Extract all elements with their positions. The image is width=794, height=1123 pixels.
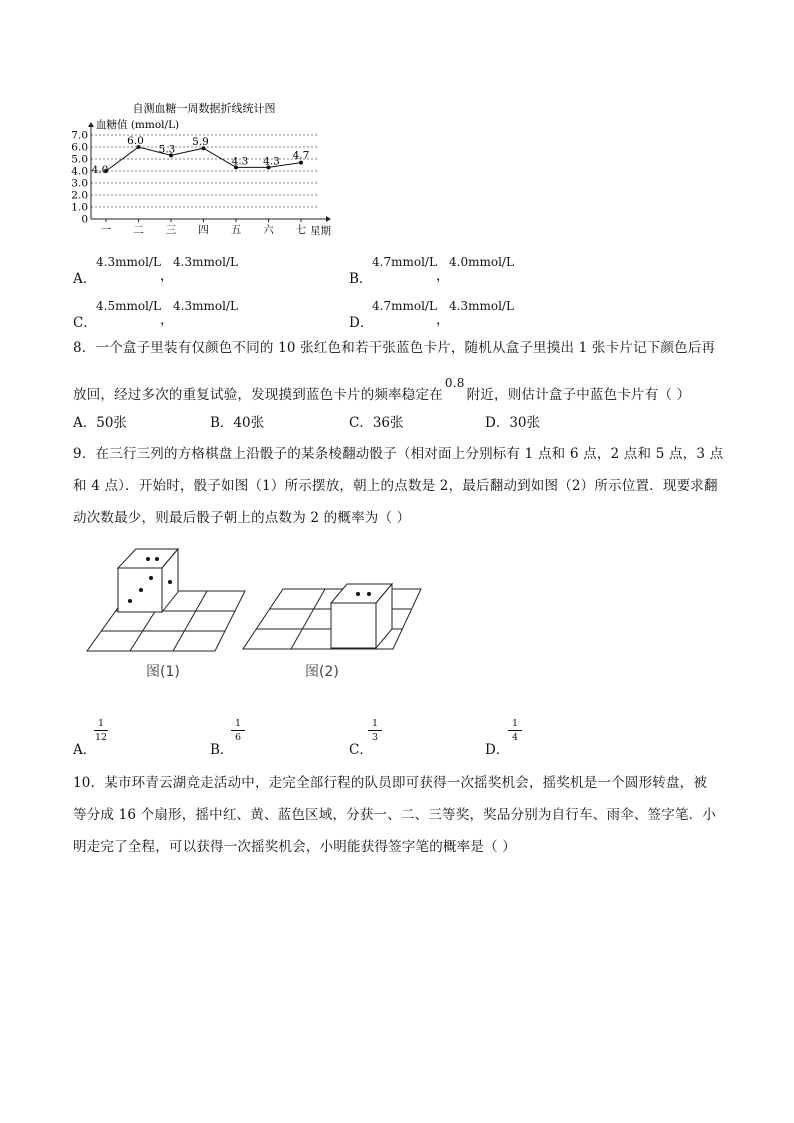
q8-text-line2-end: 附近，则估计盒子中蓝色卡片有（ ） xyxy=(466,387,691,403)
chart-y-tick-label: 0 xyxy=(81,213,88,226)
chart-x-tick-label: 五 xyxy=(230,224,242,236)
chart-y-tick-label: 4.0 xyxy=(71,165,88,178)
q9-option-a-fraction xyxy=(94,718,108,743)
q7-option-b-sep: ， xyxy=(436,268,450,284)
q9-text-line2: 和 4 点）．开始时，骰子如图（1）所示摆放，朝上的点数是 2，最后翻动到如图（2）所示位置．现要求翻 xyxy=(73,478,718,494)
figure-2-caption: 图(2) xyxy=(305,664,339,680)
q9-text-line1: 9．在三行三列的方格棋盘上沿骰子的某条棱翻动骰子（相对面上分别标有 1 点和 6 点，2 点和 5 点，3 点 xyxy=(73,446,724,462)
q7-option-a-value2: 4.3mmol/L xyxy=(173,255,238,269)
q9-text-line3: 动次数最少，则最后骰子朝上的点数为 2 的概率为（ ） xyxy=(73,510,411,526)
q9-option-c-label: C． xyxy=(349,742,373,758)
chart-y-axis-label: 血糖值 (mmol/L) xyxy=(96,119,180,131)
chart-title: 自测血糖一周数据折线统计图 xyxy=(132,102,276,115)
q9-option-b-denominator: 6 xyxy=(231,730,245,743)
chart-data-label: 4.0 xyxy=(91,164,109,176)
chart-x-tick-label: 六 xyxy=(263,224,274,236)
chart-data-label: 5.9 xyxy=(192,136,209,149)
q7-option-d-value1: 4.7mmol/L xyxy=(372,299,437,313)
q7-option-c-value1: 4.5mmol/L xyxy=(96,299,161,313)
q8-option-a: A．50张 xyxy=(73,415,127,431)
chart-y-tick-label: 3.0 xyxy=(71,177,88,190)
chart-data-label: 5.3 xyxy=(158,143,176,156)
q7-option-b-value2: 4.0mmol/L xyxy=(449,255,514,269)
chart-data-label: 4.3 xyxy=(263,155,280,168)
chart-series xyxy=(92,135,310,176)
q10-text-line3: 明走完了全程，可以获得一次摇奖机会，小明能获得签字笔的概率是（ ） xyxy=(73,839,516,855)
q9-option-d-fraction xyxy=(508,718,522,743)
chart-x-ticks xyxy=(101,219,307,236)
chart-x-tick-label: 一 xyxy=(100,224,112,236)
q10-text-line2: 等分成 16 个扇形，摇中红、黄、蓝色区域，分获一、二、三等奖，奖品分别为自行车、雨伞、签字笔．小 xyxy=(73,807,717,823)
q7-option-a-label: A． xyxy=(73,271,97,287)
q9-option-b-numerator: 1 xyxy=(234,718,242,729)
chart-y-tick-label: 5.0 xyxy=(71,153,88,166)
q8-frequency-value: 0.8 xyxy=(444,376,465,390)
chart-x-tick-label: 七 xyxy=(295,224,307,236)
dice-figure-2 xyxy=(241,578,423,658)
chart-data-label: 4.3 xyxy=(231,155,249,168)
q7-option-a-value1: 4.3mmol/L xyxy=(96,255,161,269)
q9-option-c-fraction xyxy=(368,718,382,743)
chart-y-tick-label: 6.0 xyxy=(71,141,88,154)
figure-1-caption: 图(1) xyxy=(146,664,180,680)
chart-x-tick-label: 三 xyxy=(165,224,177,236)
q7-option-c-sep: ， xyxy=(160,312,174,328)
q9-option-a-label: A． xyxy=(73,742,97,758)
q8-option-b: B．40张 xyxy=(210,415,265,431)
q8-option-c: C．36张 xyxy=(349,415,404,431)
chart-x-tick-label: 四 xyxy=(198,224,209,236)
q9-option-b-fraction xyxy=(231,718,245,743)
chart-y-axis-arrow xyxy=(88,122,94,127)
chart-x-tick-label: 二 xyxy=(133,224,144,236)
q7-option-b-value1: 4.7mmol/L xyxy=(372,255,437,269)
chart-data-label: 6.0 xyxy=(127,135,144,147)
q7-option-b-label: B． xyxy=(349,271,373,287)
q7-option-d-value2: 4.3mmol/L xyxy=(449,299,514,313)
q8-text-line2-start: 放回，经过多次的重复试验，发现摸到蓝色卡片的频率稳定在 xyxy=(73,387,443,403)
q9-option-a-denominator: 12 xyxy=(94,732,108,743)
chart-y-tick-label: 7.0 xyxy=(71,129,88,142)
chart-y-tick-label: 2.0 xyxy=(71,189,88,202)
q7-option-a-sep: ， xyxy=(160,268,174,284)
q9-option-b-label: B． xyxy=(210,742,234,758)
q9-option-c-numerator: 1 xyxy=(371,718,379,729)
chart-x-axis-arrow xyxy=(326,216,331,222)
chart-y-ticks xyxy=(71,130,88,226)
q9-option-d-numerator: 1 xyxy=(511,718,519,729)
q9-option-c-denominator: 3 xyxy=(368,730,382,743)
dice-figure-1 xyxy=(85,540,265,655)
q9-option-d-label: D． xyxy=(485,742,510,758)
q8-option-d: D．30张 xyxy=(485,415,541,431)
q10-text-line1: 10．某市环青云湖竞走活动中，走完全部行程的队员即可获得一次摇奖机会，摇奖机是一个圆形转盘，被 xyxy=(73,775,708,791)
q9-option-a-numerator: 1 xyxy=(97,718,105,729)
q8-text-line1: 8．一个盒子里装有仅颜色不同的 10 张红色和若干张蓝色卡片，随机从盒子里摸出 1 张卡片记下颜色后再 xyxy=(73,340,716,356)
q7-option-c-label: C． xyxy=(73,315,97,331)
q8-text-line2 xyxy=(73,376,691,403)
chart-y-tick-label: 1.0 xyxy=(71,201,88,214)
q9-option-d-denominator: 4 xyxy=(508,730,522,743)
blood-sugar-line-chart xyxy=(66,96,356,241)
q7-option-c-value2: 4.3mmol/L xyxy=(173,299,238,313)
chart-x-axis-label: 星期 xyxy=(310,225,331,237)
q7-option-d-label: D． xyxy=(349,315,374,331)
q7-option-d-sep: ， xyxy=(436,312,450,328)
chart-data-label: 4.7 xyxy=(292,149,310,162)
